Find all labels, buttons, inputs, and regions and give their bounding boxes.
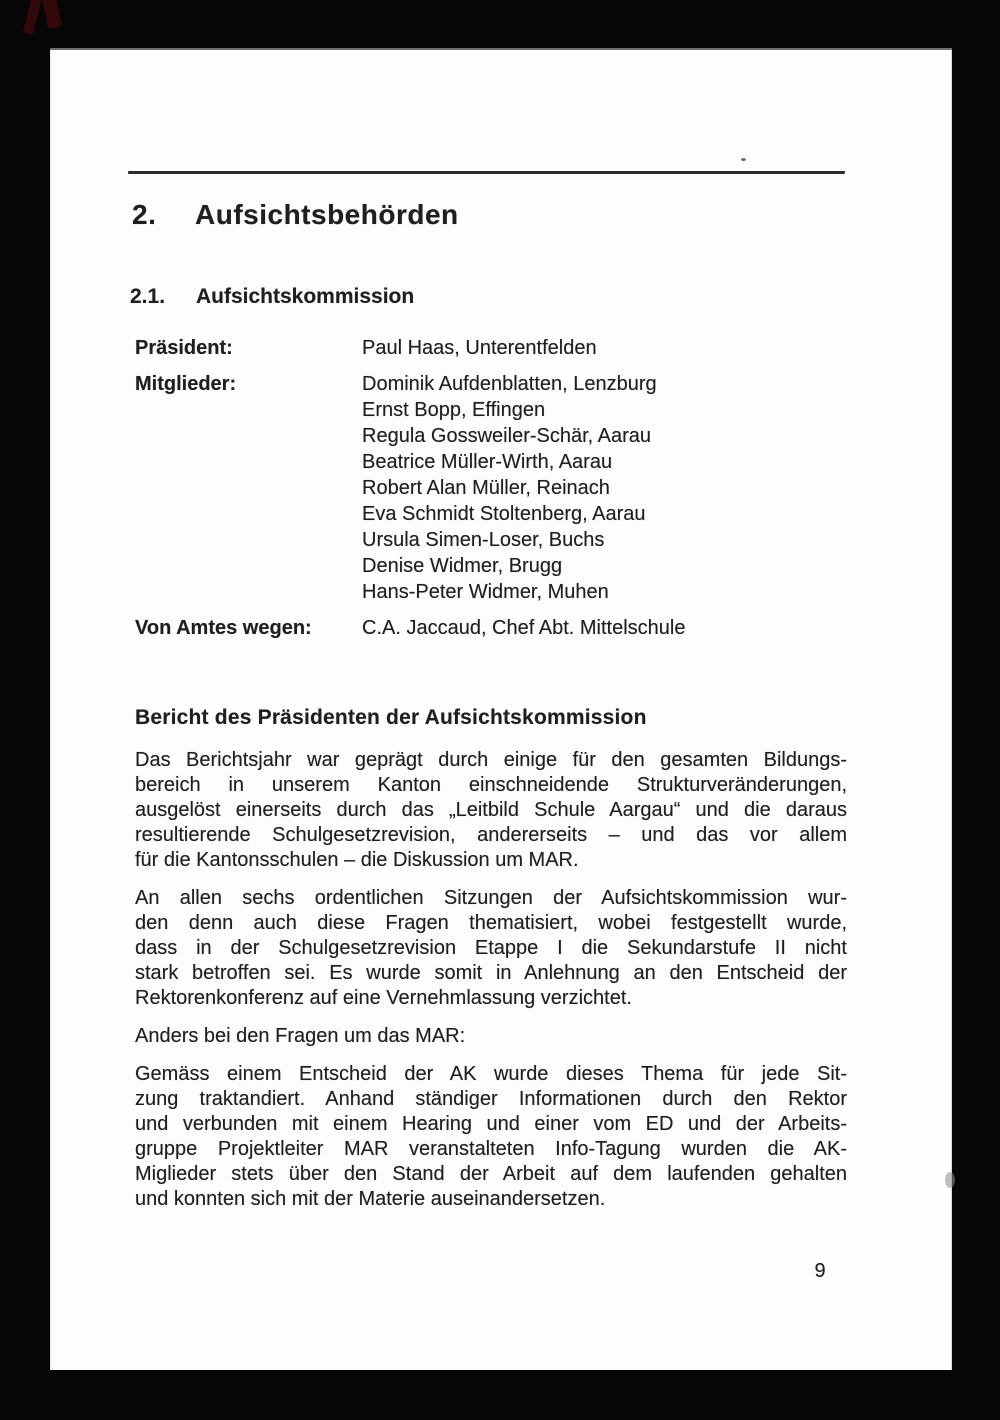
report-paragraph — [135, 886, 847, 1011]
report-line: für die Kantonsschulen – die Diskussion um MAR. — [135, 849, 579, 871]
report-paragraphs — [135, 748, 847, 1212]
report-section — [135, 705, 847, 1212]
report-line: dass in der Schulgesetzrevision Etappe I die Sekundarstufe II nicht — [135, 937, 847, 959]
scan-edge-smudge — [945, 1172, 955, 1188]
committee-value-line: Ernst Bopp, Effingen — [362, 399, 546, 421]
committee-list — [135, 335, 895, 651]
committee-value-line: Robert Alan Müller, Reinach — [362, 477, 610, 499]
report-line: Rektorenkonferenz auf eine Vernehmlassung verzichtet. — [135, 987, 632, 1009]
report-line: Anders bei den Fragen um das MAR: — [135, 1025, 466, 1047]
committee-row — [135, 335, 895, 361]
report-line: An allen sechs ordentlichen Sitzungen der Aufsichtskommission wur- — [135, 887, 847, 909]
committee-value-line: Beatrice Müller-Wirth, Aarau — [362, 451, 613, 473]
page-number: 9 — [814, 1260, 826, 1282]
committee-row-label: Von Amtes wegen: — [135, 617, 312, 639]
report-line: den denn auch diese Fragen thematisiert, wobei festgestellt wurde, — [135, 912, 847, 934]
section-title: Aufsichtsbehörden — [195, 199, 459, 230]
document-page — [50, 48, 952, 1370]
report-line: zung traktandiert. Anhand ständiger Informationen durch den Rektor — [135, 1088, 847, 1110]
committee-value-line: Denise Widmer, Brugg — [362, 555, 563, 577]
report-line: Gemäss einem Entscheid der AK wurde dieses Thema für jede Sit- — [135, 1063, 847, 1085]
scan-corner-mark — [23, 0, 43, 35]
committee-row-label: Präsident: — [135, 337, 233, 359]
committee-row-values — [362, 615, 895, 641]
report-line: ausgelöst einerseits durch das „Leitbild Schule Aargau“ und die daraus — [135, 799, 847, 821]
committee-row-values — [362, 335, 895, 361]
report-title: Bericht des Präsidenten der Aufsichtskommission — [135, 706, 647, 729]
section-number: 2. — [132, 199, 157, 230]
committee-row-values — [362, 371, 895, 605]
report-line: und konnten sich mit der Materie auseinandersetzen. — [135, 1188, 606, 1210]
committee-value-line: Paul Haas, Unterentfelden — [362, 337, 597, 359]
subsection-title: Aufsichtskommission — [196, 285, 415, 308]
report-line: resultierende Schulgesetzrevision, andererseits – und das vor allem — [135, 824, 847, 846]
committee-row — [135, 615, 895, 641]
report-paragraph — [135, 748, 847, 873]
report-line: bereich in unserem Kanton einschneidende Strukturveränderungen, — [135, 774, 847, 796]
report-paragraph — [135, 1062, 847, 1212]
subsection-heading — [130, 284, 414, 309]
subsection-number: 2.1. — [130, 285, 166, 308]
report-line: und verbunden mit einem Hearing und einer vom ED und der Arbeits- — [135, 1113, 847, 1135]
section-heading — [132, 200, 459, 230]
report-line: Miglieder stets über den Stand der Arbeit auf dem laufenden gehalten — [135, 1163, 847, 1185]
committee-row-label: Mitglieder: — [135, 373, 237, 395]
committee-value-line: Regula Gossweiler-Schär, Aarau — [362, 425, 652, 447]
header-rule — [128, 171, 845, 174]
committee-value-line: C.A. Jaccaud, Chef Abt. Mittelschule — [362, 617, 686, 639]
report-paragraph — [135, 1024, 847, 1049]
scan-speck — [741, 158, 746, 161]
committee-value-line: Ursula Simen-Loser, Buchs — [362, 529, 605, 551]
report-line: gruppe Projektleiter MAR veranstalteten Info-Tagung wurden die AK- — [135, 1138, 847, 1160]
report-line: stark betroffen sei. Es wurde somit in Anlehnung an den Entscheid der — [135, 962, 847, 984]
committee-value-line: Hans-Peter Widmer, Muhen — [362, 581, 609, 603]
committee-value-line: Dominik Aufdenblatten, Lenzburg — [362, 373, 657, 395]
report-line: Das Berichtsjahr war geprägt durch einige für den gesamten Bildungs- — [135, 749, 847, 771]
committee-value-line: Eva Schmidt Stoltenberg, Aarau — [362, 503, 646, 525]
scan-corner-mark — [40, 0, 62, 29]
committee-row — [135, 371, 895, 605]
